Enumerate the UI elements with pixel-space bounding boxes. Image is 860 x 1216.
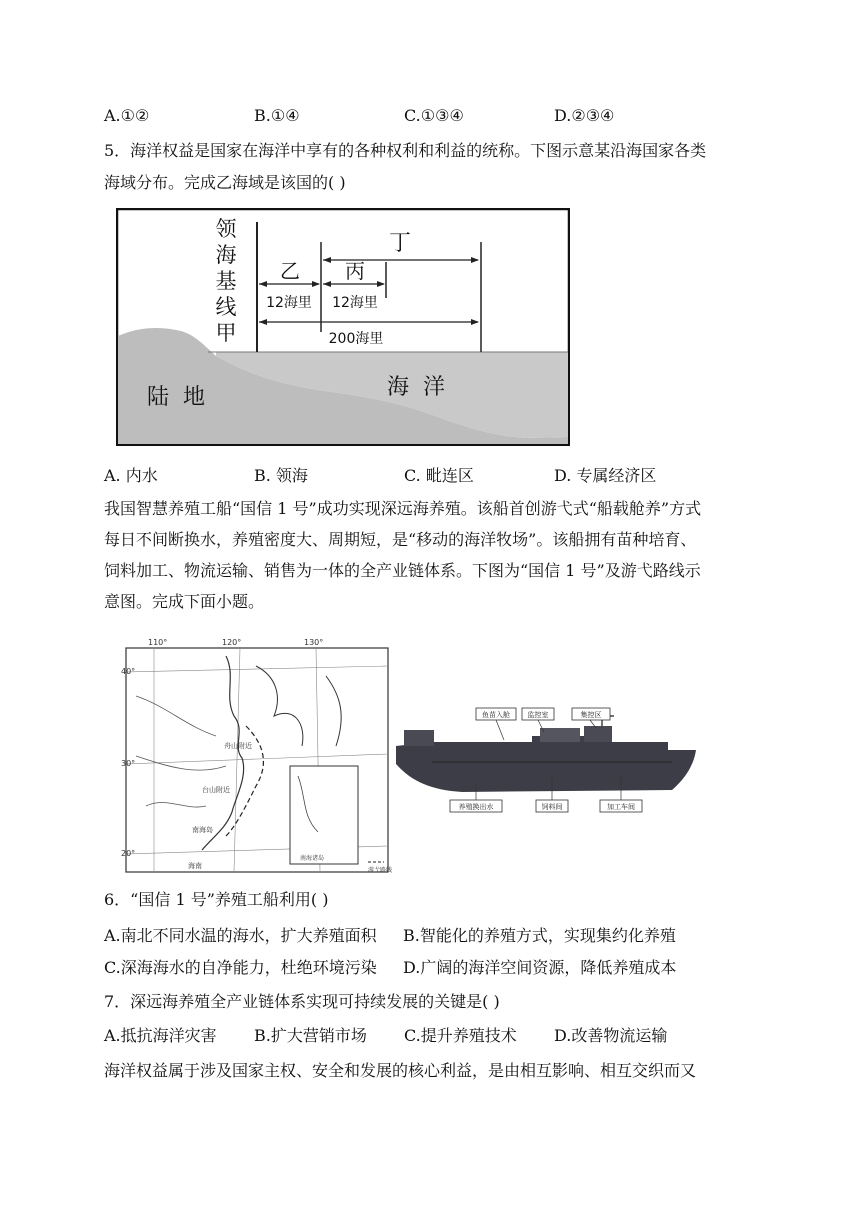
baseline-char-1: 领 (215, 217, 237, 241)
q7-option-d: D.改善物流运输 (554, 1026, 668, 1045)
distance-12-yi: 12海里 (266, 295, 312, 311)
zone-yi-label: 乙 (280, 259, 300, 283)
q5-option-a: A. 内水 (104, 466, 158, 485)
zone-bing-label: 丙 (345, 259, 365, 283)
place-nanhai-island: 南海岛 (192, 826, 213, 834)
ship-label-control: 集控区 (580, 711, 602, 719)
lat-40: 40° (121, 667, 136, 676)
ship-label-monitor: 监控室 (527, 711, 549, 719)
q6-option-a: A.南北不同水温的海水，扩大养殖面积 (104, 926, 377, 945)
maritime-zones-diagram (116, 208, 570, 446)
lon-120: 120° (222, 638, 242, 647)
q7-option-a: A.抵抗海洋灾害 (104, 1026, 217, 1045)
ship-diagram (392, 706, 704, 818)
lat-20: 20° (121, 849, 136, 858)
lon-110: 110° (148, 638, 168, 647)
baseline-char-3: 基 (215, 269, 237, 293)
baseline-char-4: 线 (215, 295, 237, 319)
q5-option-d: D. 专属经济区 (554, 466, 657, 485)
q5-option-b: B. 领海 (254, 466, 308, 485)
passage-line-1: 我国智慧养殖工船“国信 1 号”成功实现深远海养殖。该船首创游弋式“船载舱养”方式 (104, 499, 702, 518)
sea-label: 海 洋 (387, 375, 445, 400)
distance-200: 200海里 (328, 331, 384, 347)
q4-option-c: C.①③④ (404, 106, 464, 125)
q6-option-b: B.智能化的养殖方式，实现集约化养殖 (403, 926, 676, 945)
q6-option-c: C.深海海水的自净能力，杜绝环境污染 (104, 958, 377, 977)
passage-tail: 海洋权益属于涉及国家主权、安全和发展的核心利益，是由相互影响、相互交织而又 (104, 1061, 697, 1080)
route-map (106, 636, 392, 878)
baseline-char-5: 甲 (215, 321, 237, 345)
place-taishan: 台山附近 (202, 786, 230, 794)
lat-30: 30° (121, 759, 136, 768)
passage-line-4: 意图。完成下面小题。 (104, 592, 265, 611)
lon-130: 130° (304, 638, 324, 647)
ship-label-processing: 加工车间 (607, 803, 635, 811)
ship-label-feed: 饲料间 (541, 803, 563, 811)
q7-stem: 7．深远海养殖全产业链体系实现可持续发展的关键是( ) (104, 992, 500, 1011)
ship-label-water: 养殖换出水 (458, 803, 494, 811)
place-zhoushan: 舟山附近 (224, 742, 252, 750)
q7-option-c: C.提升养殖技术 (404, 1026, 517, 1045)
q5-option-c: C. 毗连区 (404, 466, 474, 485)
q5-stem-line2: 海域分布。完成乙海域是该国的( ) (104, 173, 346, 192)
passage-line-3: 饲料加工、物流运输、销售为一体的全产业链体系。下图为“国信 1 号”及游弋路线示 (104, 561, 701, 580)
place-nanhai-zhudao: 南海诸岛 (300, 855, 325, 862)
zone-ding-label: 丁 (388, 231, 412, 256)
q5-stem-line1: 5．海洋权益是国家在海洋中享有的各种权利和利益的统称。下图示意某沿海国家各类 (104, 141, 707, 160)
ship-label-fry: 鱼苗入舱 (482, 711, 510, 719)
q4-option-a: A.①② (104, 106, 150, 125)
q4-option-d: D.②③④ (554, 106, 615, 125)
map-legend-route: 游弋路线 (368, 867, 392, 874)
q7-option-b: B.扩大营销市场 (254, 1026, 367, 1045)
land-label: 陆 地 (147, 385, 205, 410)
q6-stem: 6．“国信 1 号”养殖工船利用( ) (104, 890, 329, 909)
baseline-char-2: 海 (215, 243, 237, 267)
passage-line-2: 每日不间断换水，养殖密度大、周期短，是“移动的海洋牧场”。该船拥有苗种培育、 (104, 530, 697, 549)
place-hainan: 海南 (188, 862, 202, 870)
q4-option-b: B.①④ (254, 106, 300, 125)
distance-12-bing: 12海里 (332, 295, 378, 311)
q6-option-d: D.广阔的海洋空间资源，降低养殖成本 (403, 958, 677, 977)
